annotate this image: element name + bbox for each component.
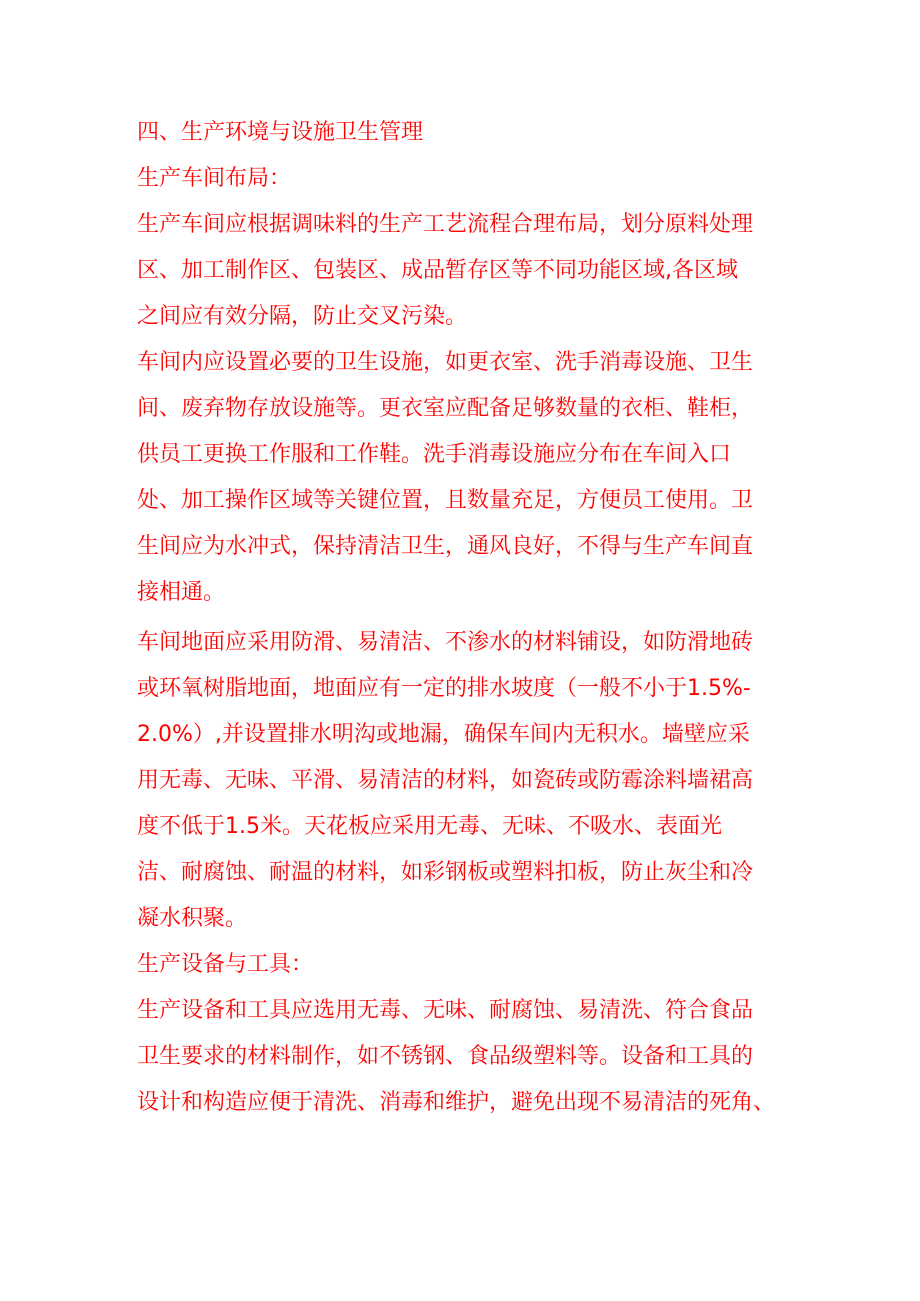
paragraph-line: 生产车间应根据调味料的生产工艺流程合理布局，划分原料处理 bbox=[137, 212, 754, 237]
paragraph-line: 区、加工制作区、包装区、成品暂存区等不同功能区域,各区域 bbox=[137, 258, 738, 283]
paragraph-line: 洁、耐腐蚀、耐温的材料，如彩钢板或塑料扣板，防止灰尘和冷 bbox=[137, 860, 754, 885]
paragraph-line: 之间应有效分隔，防止交叉污染。 bbox=[137, 304, 468, 329]
paragraph-line: 车间内应设置必要的卫生设施，如更衣室、洗手消毒设施、卫生 bbox=[137, 350, 754, 375]
paragraph-line: 用无毒、无味、平滑、易清洁的材料，如瓷砖或防霉涂料墙裙高 bbox=[137, 768, 754, 793]
paragraph-line: 间、废弃物存放设施等。更衣室应配备足够数量的衣柜、鞋柜， bbox=[137, 396, 754, 421]
paragraph-line: 设计和构造应便于清洗、消毒和维护，避免出现不易清洁的死角、 bbox=[137, 1090, 776, 1115]
document-body bbox=[137, 110, 797, 1126]
paragraph-line: 凝水积聚。 bbox=[137, 906, 248, 931]
paragraph-line: 车间地面应采用防滑、易清洁、不渗水的材料铺设，如防滑地砖 bbox=[137, 630, 754, 655]
section-heading: 四、生产环境与设施卫生管理 bbox=[137, 120, 424, 145]
subheading-workshop-layout: 生产车间布局： bbox=[137, 166, 292, 191]
paragraph-line: 生产设备和工具应选用无毒、无味、耐腐蚀、易清洗、符合食品 bbox=[137, 998, 754, 1023]
subheading-equipment-tools: 生产设备与工具： bbox=[137, 952, 314, 977]
paragraph-line: 度不低于1.5米。天花板应采用无毒、无味、不吸水、表面光 bbox=[137, 814, 722, 839]
paragraph-line: 卫生要求的材料制作，如不锈钢、食品级塑料等。设备和工具的 bbox=[137, 1044, 754, 1069]
paragraph-line: 或环氧树脂地面，地面应有一定的排水坡度（一般不小于1.5%- bbox=[137, 676, 751, 701]
paragraph-line: 处、加工操作区域等关键位置，且数量充足，方便员工使用。卫 bbox=[137, 488, 754, 513]
paragraph-line: 2.0%）,并设置排水明沟或地漏，确保车间内无积水。墙壁应采 bbox=[137, 722, 750, 747]
paragraph-line: 接相通。 bbox=[137, 580, 226, 605]
paragraph-line: 生间应为水冲式，保持清洁卫生，通风良好，不得与生产车间直 bbox=[137, 534, 754, 559]
paragraph-line: 供员工更换工作服和工作鞋。洗手消毒设施应分布在车间入口 bbox=[137, 442, 732, 467]
